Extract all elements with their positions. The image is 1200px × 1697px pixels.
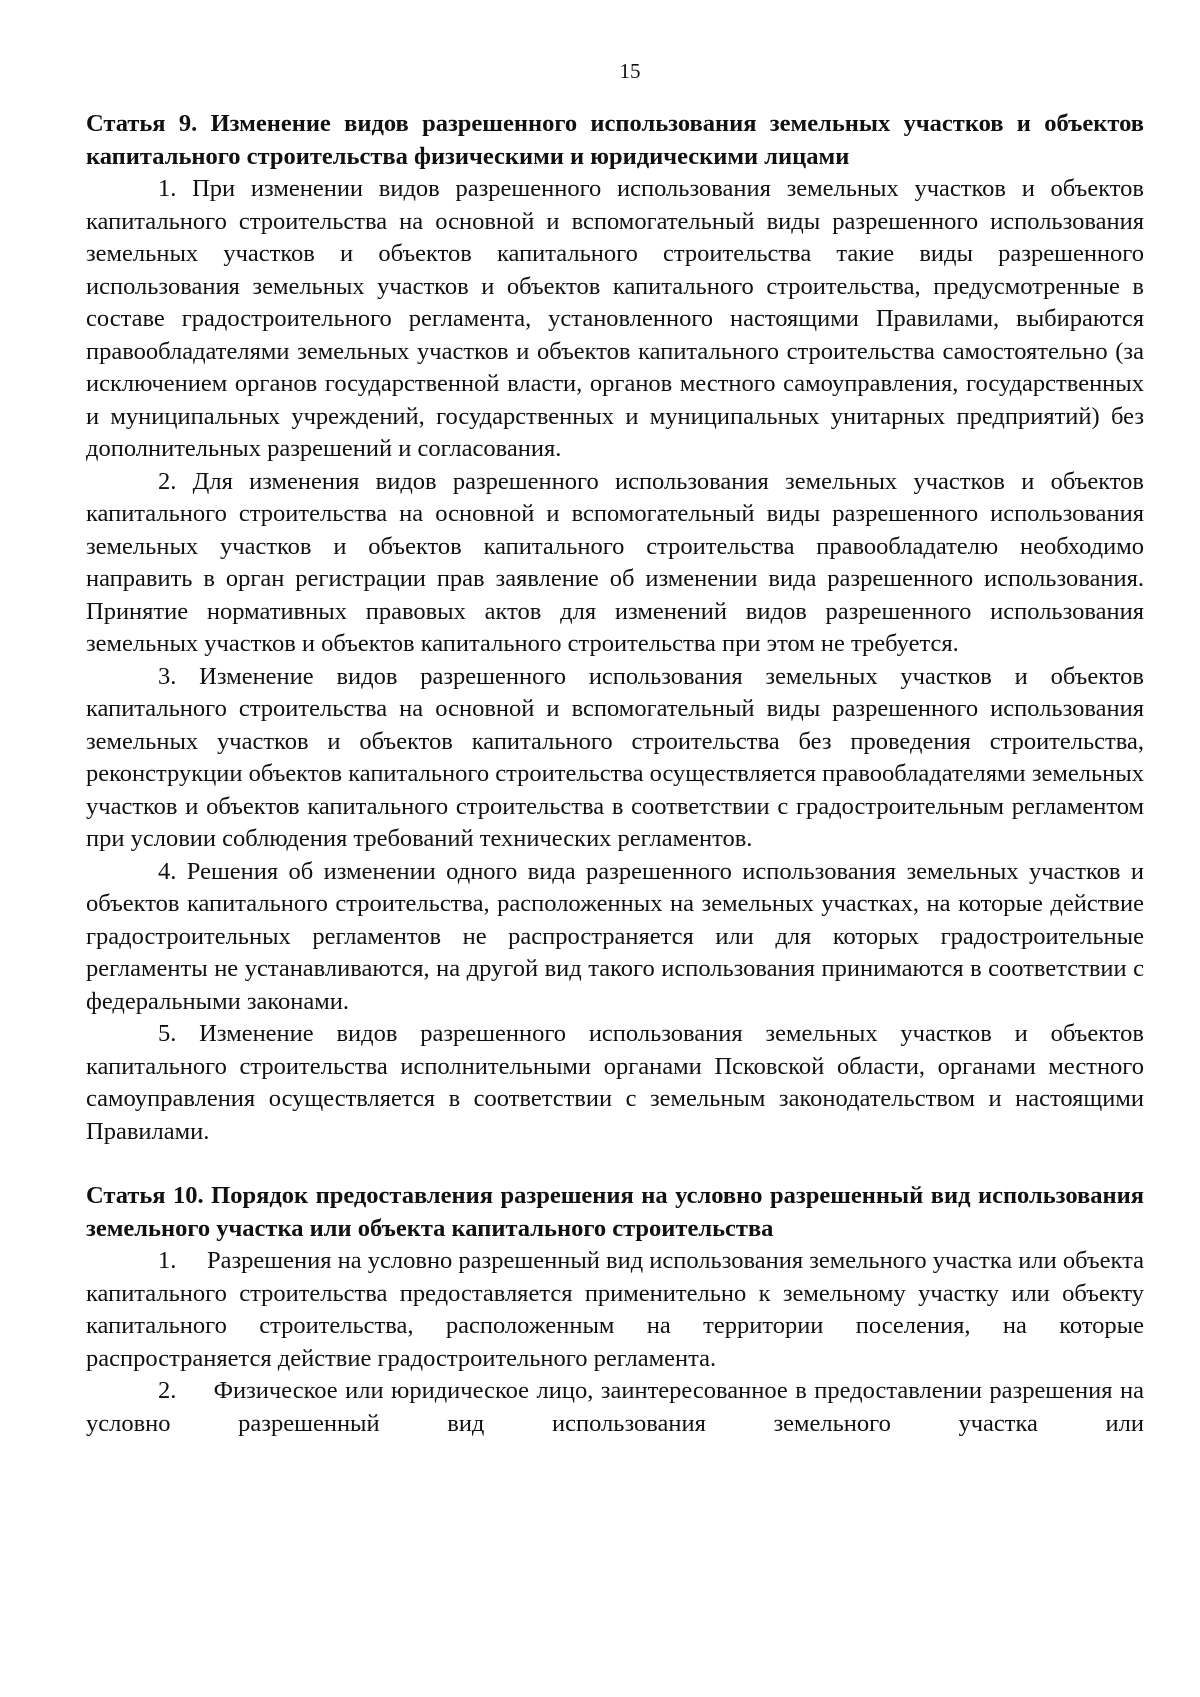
page-number: 15	[619, 59, 641, 83]
article-9-paragraph-2: 2. Для изменения видов разрешенного использования земельных участков и объектов капитального строительства на основной и вспомогательный виды разрешенного использования земельных участков и объектов капитального строительства правообладателю необходимо направить в орган регистрации прав заявление об изменении вида разрешенного использования. Принятие нормативных правовых актов для изменений видов разрешенного использования земельных участков и объектов капитального строительства при этом не требуется.	[86, 467, 1144, 657]
article-10	[86, 1180, 1151, 1440]
article-9	[86, 108, 1144, 1148]
article-10-heading: Статья 10. Порядок предоставления разрешения на условно разрешенный вид использования земельного участка или объекта капитального строительства	[86, 1182, 1144, 1242]
article-9-paragraph-1: 1. При изменении видов разрешенного использования земельных участков и объектов капитального строительства на основной и вспомогательный виды разрешенного использования земельных участков и объектов капитального строительства такие виды разрешенного использования земельных участков и объектов капитального строительства, предусмотренные в составе градостроительного регламента, установленного настоящими Правилами, выбираются правообладателями земельных участков и объектов капитального строительства самостоятельно (за исключением органов государственной власти, органов местного самоуправления, государственных и муниципальных учреждений, государственных и муниципальных унитарных предприятий) без дополнительных разрешений и согласования.	[86, 175, 1144, 462]
article-10-paragraph-1: 1. Разрешения на условно разрешенный вид использования земельного участка или объекта капитального строительства предоставляется применительно к земельному участку или объекту капитального строительства, расположенным на территории поселения, на которые распространяется действие градостроительного регламента.	[86, 1247, 1151, 1372]
article-9-paragraph-4: 4. Решения об изменении одного вида разрешенного использования земельных участков и объектов капитального строительства, расположенных на земельных участках, на которые действие градостроительных регламентов не распространяется или для которых градостроительные регламенты не устанавливаются, на другой вид такого использования принимаются в соответствии с федеральными законами.	[86, 857, 1144, 1015]
article-9-paragraph-5: 5. Изменение видов разрешенного использования земельных участков и объектов капитального строительства исполнительными органами Псковской области, органами местного самоуправления осуществляется в соответствии с земельным законодательством и настоящими Правилами.	[86, 1020, 1144, 1145]
article-9-heading: Статья 9. Изменение видов разрешенного использования земельных участков и объектов капитального строительства физическими и юридическими лицами	[86, 110, 1144, 170]
section-spacer	[86, 1148, 1144, 1180]
article-9-paragraph-3: 3. Изменение видов разрешенного использования земельных участков и объектов капитального строительства на основной и вспомогательный виды разрешенного использования земельных участков и объектов капитального строительства без проведения строительства, реконструкции объектов капитального строительства осуществляется правообладателями земельных участков и объектов капитального строительства в соответствии с градостроительным регламентом при условии соблюдения требований технических регламентов.	[86, 662, 1144, 852]
article-10-paragraph-2: 2. Физическое или юридическое лицо, заинтересованное в предоставлении разрешения на условно разрешенный вид использования земельного участка или	[86, 1377, 1151, 1437]
